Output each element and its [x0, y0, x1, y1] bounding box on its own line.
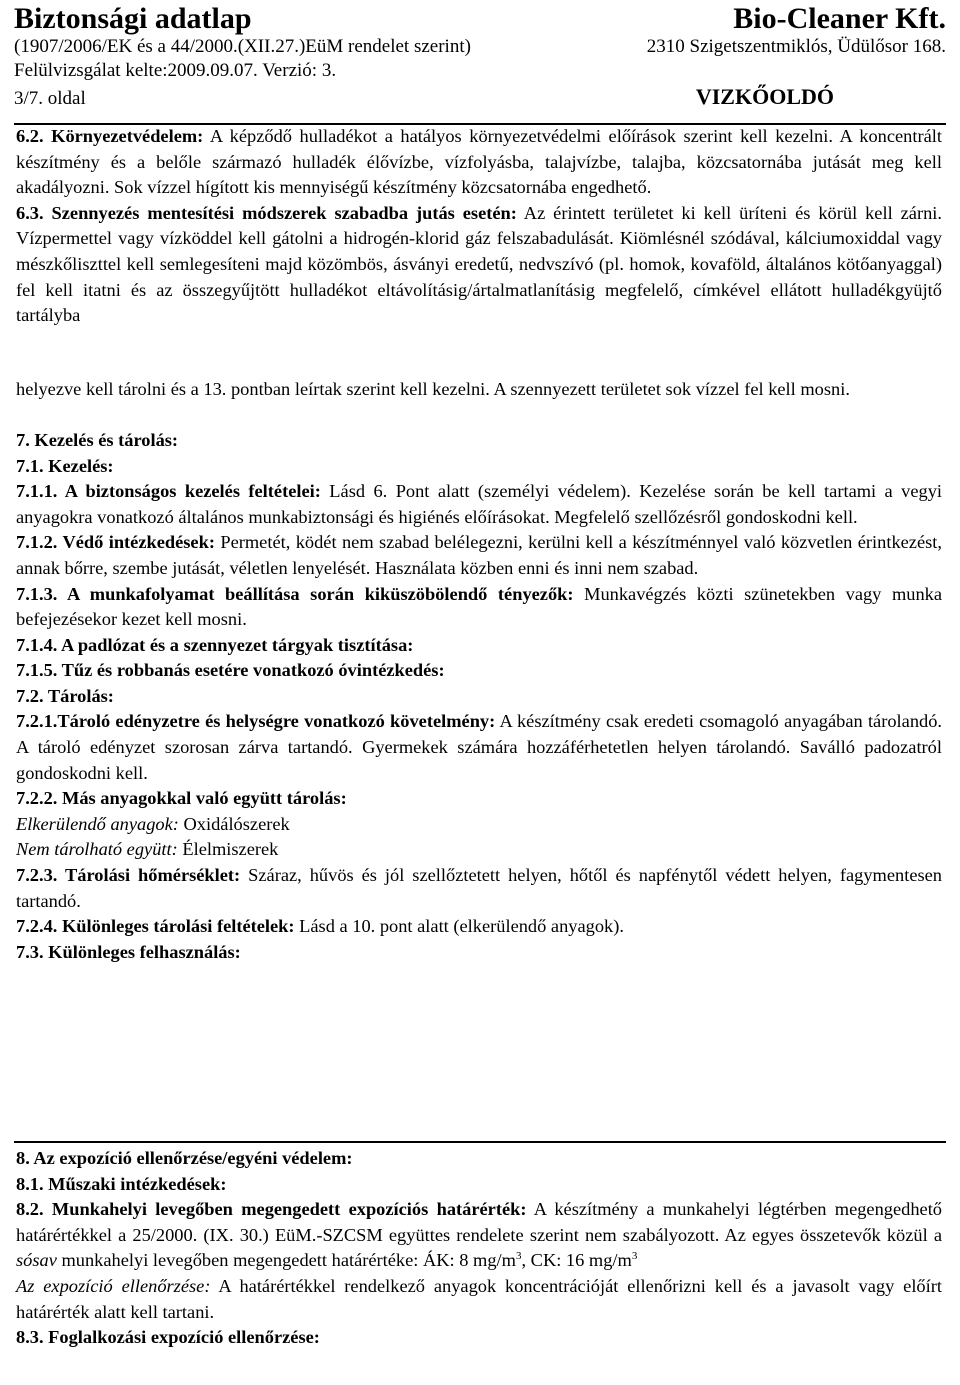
company-address: 2310 Szigetszentmiklós, Üdülősor 168. — [646, 36, 946, 57]
section-8-2-limit-ck: , CK: 16 mg/m — [521, 1250, 632, 1271]
superscript-3: 3 — [631, 1250, 638, 1263]
section-7-2-1 — [16, 709, 942, 786]
section-8-3: 8.3. Foglalkozási expozíció ellenőrzése: — [16, 1327, 320, 1348]
section-8-title: 8. Az expozíció ellenőrzése/egyéni védelem: — [16, 1148, 353, 1168]
section-6-2-heading: 6.2. Környezetvédelem: — [16, 126, 204, 146]
not-stored-together — [16, 837, 942, 863]
document-title: Biztonsági adatlap — [14, 2, 252, 35]
section-7-1: 7.1. Kezelés: — [16, 455, 114, 476]
avoid-materials-label: Elkerülendő anyagok: — [16, 813, 179, 834]
hydrochloric-acid-term: sósav — [16, 1250, 57, 1271]
not-stored-together-label: Nem tárolható együtt: — [16, 839, 178, 860]
section-7-2-1-text: A készítmény csak eredeti csomagoló anyagában tárolandó. A tároló edényzet szorosan zárva tartandó. Gyermekek számára hozzáférhetetlen helyen tárolandó. Saválló padozatról gondoskodni kell. — [16, 711, 942, 783]
section-7-2-4 — [16, 914, 942, 940]
company-name: Bio-Cleaner Kft. — [733, 2, 946, 35]
revision-info: Felülvizsgálat kelte:2009.09.07. Verzió: 3. — [14, 60, 337, 81]
section-7-1-1-heading: 7.1.1. A biztonságos kezelés feltételei: — [16, 481, 321, 502]
not-stored-together-value: Élelmiszerek — [177, 839, 279, 860]
section-7-1-4: 7.1.4. A padlózat és a szennyezet tárgyak tisztítása: — [16, 634, 414, 655]
section-8-2 — [16, 1197, 942, 1274]
section-6-3-continued: helyezve kell tárolni és a 13. pontban leírtak szerint kell kezelni. A szennyezett területet sok vízzel fel kell mosni. — [16, 378, 850, 399]
section-7-2-4-text: Lásd a 10. pont alatt (elkerülendő anyagok). — [294, 916, 624, 937]
section-7-3: 7.3. Különleges felhasználás: — [16, 941, 241, 962]
regulation-reference: (1907/2006/EK és a 44/2000.(XII.27.)EüM rendelet szerint) — [14, 36, 471, 57]
exposure-control-text: A határértékkel rendelkező anyagok koncentrációját ellenőrizni kell és a javasolt vagy előírt határérték alatt kell tartani. — [16, 1275, 942, 1322]
section-7-1-3-text: Munkavégzés közti szünetekben vagy munka befejezésekor kezet kell mosni. — [16, 583, 943, 630]
section-7-title: 7. Kezelés és tárolás: — [16, 429, 179, 450]
section-7-2-2: 7.2.2. Más anyagokkal való együtt tárolás: — [16, 788, 347, 809]
product-name: VIZKŐOLDÓ — [695, 84, 834, 109]
section-7-1-2 — [16, 530, 942, 581]
section-7-2-3-heading: 7.2.3. Tárolási hőmérséklet: — [16, 865, 241, 886]
exposure-control — [16, 1274, 942, 1325]
section-7-2-3 — [16, 863, 942, 914]
avoid-materials — [16, 812, 942, 838]
section-8-2-text: A készítmény a munkahelyi légtérben megengedhető határértékkel a 25/2000. (IX. 30.) EüM.-SZCSM együttes rendelete szerint nem szabályozott. Az egyes összetevők közül a — [16, 1199, 943, 1245]
section-7-1-3 — [16, 582, 942, 633]
page-number: 3/7. oldal — [14, 88, 86, 109]
section-7-1-1 — [16, 479, 942, 530]
section-7-1-3-heading: 7.1.3. A munkafolyamat beállítása során kiküszöbölendő tényezők: — [16, 583, 574, 604]
avoid-materials-value: Oxidálószerek — [178, 813, 290, 834]
section-6-3 — [16, 201, 942, 329]
superscript-3: 3 — [515, 1250, 522, 1263]
section-7-1-2-text: Permetét, ködét nem szabad belélegezni, kerülni kell a készítménnyel való közvetlen érintkezést, annak bőrre, szembe jutását, véletlen lenyelését. Használata közben enni és inni nem szabad. — [16, 532, 942, 578]
section-6-2 — [16, 124, 942, 201]
section-8 — [16, 1146, 942, 1351]
section-6-3-text: Az érintett területet ki kell üríteni és körül kell zárni. Vízpermettel vagy vízköddel kell gátolni a hidrogén-klorid gáz felszabadulását. Kiömlésnél szódával, kálciumoxiddal vagy mészkőliszttel kell semlegesíteni majd közömbös, ásványi eredetű, nedvszívó (pl. homok, kovaföld, általános kötőanyaggal) fel kell itatni és az összegyűjtött hulladékot eltávolításig/ártalmatlanításig megfelelő, címkével ellátott hulladékgyüjtő tartályba — [16, 202, 942, 326]
section-7-2-3-text: Száraz, hűvös és jól szellőztetett helyen, hőtől és napfénytől védett helyen, fagymentesen tartandó. — [16, 865, 942, 911]
section-7-2-4-heading: 7.2.4. Különleges tárolási feltételek: — [16, 916, 295, 937]
exposure-control-label: Az expozíció ellenőrzése: — [16, 1275, 211, 1296]
section-8-divider — [14, 1141, 946, 1143]
sections-6-7 — [16, 124, 942, 965]
section-7-1-5: 7.1.5. Tűz és robbanás esetére vonatkozó óvintézkedés: — [16, 660, 445, 681]
section-6-3-heading: 6.3. Szennyezés mentesítési módszerek szabadba jutás esetén: — [16, 202, 517, 223]
section-8-2-limit-ak: munkahelyi levegőben megengedett határértéke: ÁK: 8 mg/m — [56, 1250, 516, 1271]
section-6-2-text: A képződő hulladékot a hatályos környezetvédelmi előírások szerint kell kezelni. A koncentrált készítmény és a belőle származó hulladék élővízbe, vízfolyásba, talajvízbe, talajba, közcsatornába jutását meg kell akadályozni. Sok vízzel hígított kis mennyiségű készítmény közcsatornába engedhető. — [16, 126, 942, 198]
section-8-2-heading: 8.2. Munkahelyi levegőben megengedett expozíciós határérték: — [16, 1199, 527, 1220]
section-7-1-2-heading: 7.1.2. Védő intézkedések: — [16, 532, 215, 553]
section-7-1-1-text: Lásd 6. Pont alatt (személyi védelem). Kezelése során be kell tartami a vegyi anyagokra vonatkozó általános munkabiztonsági és higiénés előírásokat. Megfelelő szellőzésről gondoskodni kell. — [16, 481, 943, 527]
section-7-2-1-heading: 7.2.1.Tároló edényzetre és helységre vonatkozó követelmény: — [16, 711, 496, 732]
page-header — [14, 0, 946, 114]
section-8-1: 8.1. Műszaki intézkedések: — [16, 1173, 227, 1194]
section-7-2: 7.2. Tárolás: — [16, 685, 114, 706]
